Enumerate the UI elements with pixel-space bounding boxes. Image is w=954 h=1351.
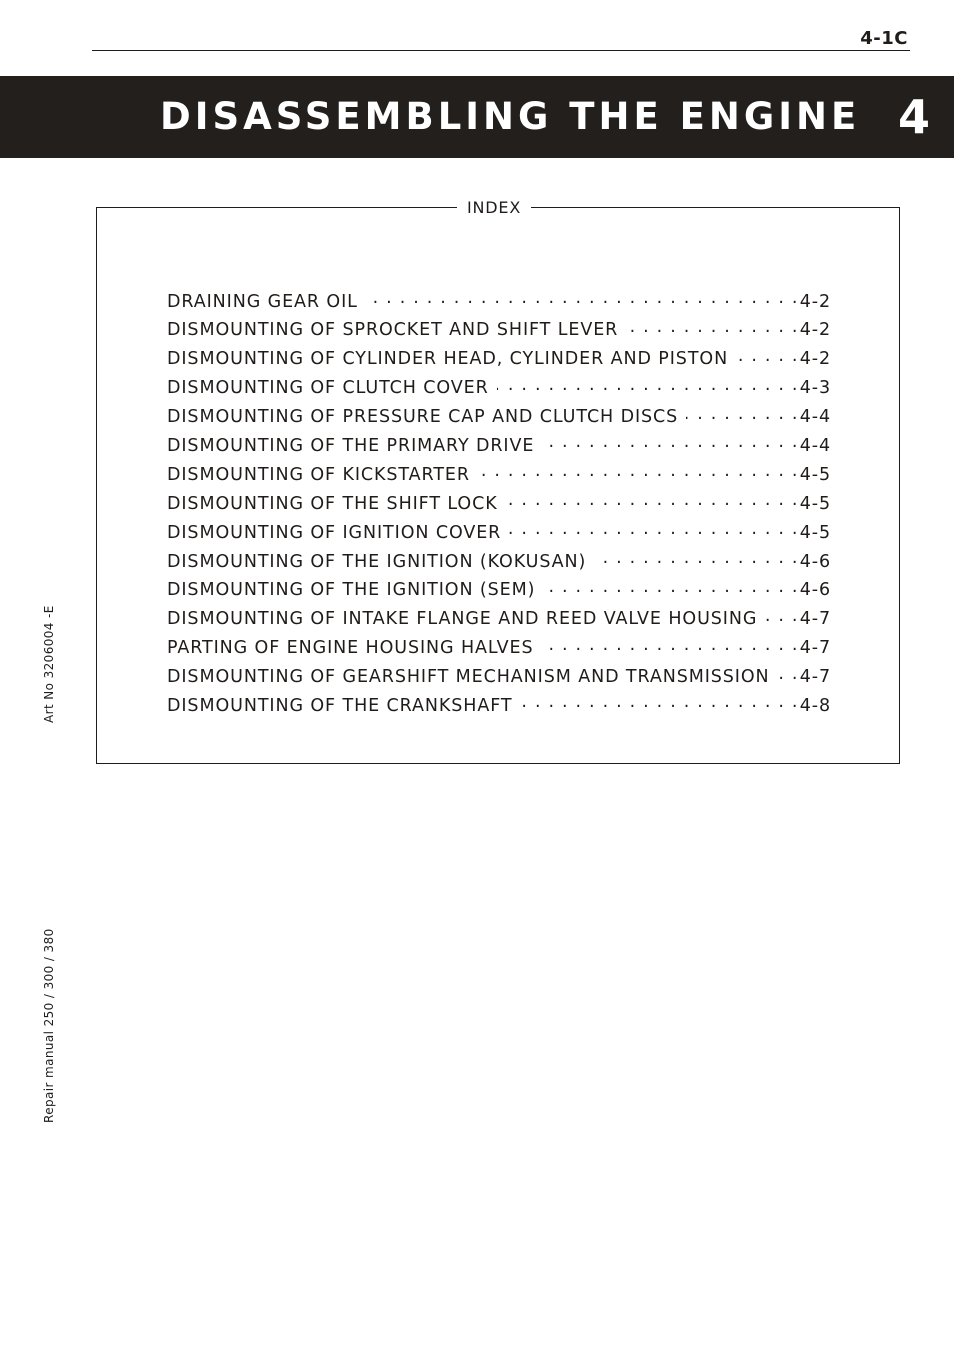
toc-entry[interactable] (167, 376, 831, 405)
toc-dot-leader (541, 636, 798, 654)
toc-entry-page: 4-4 (799, 407, 831, 428)
toc-dot-leader (509, 520, 798, 538)
toc-entry-page: 4-2 (799, 291, 831, 312)
toc-entry[interactable] (167, 578, 831, 607)
toc-entry-title: PARTING OF ENGINE HOUSING HALVES (167, 638, 534, 659)
toc-entry[interactable] (167, 289, 831, 318)
toc-entry-page: 4-4 (799, 435, 831, 456)
toc-entry-title: DRAINING GEAR OIL (167, 291, 358, 312)
table-of-contents (167, 289, 831, 722)
toc-entry-title: DISMOUNTING OF SPROCKET AND SHIFT LEVER (167, 320, 619, 341)
toc-dot-leader (520, 693, 798, 711)
toc-dot-leader (778, 665, 799, 683)
toc-entry-page: 4-8 (799, 695, 831, 716)
toc-entry[interactable] (167, 491, 831, 520)
toc-entry[interactable] (167, 347, 831, 376)
toc-entry-title: DISMOUNTING OF KICKSTARTER (167, 464, 470, 485)
toc-entry-page: 4-6 (799, 551, 831, 572)
toc-entry[interactable] (167, 636, 831, 665)
toc-entry[interactable] (167, 462, 831, 491)
article-number: Art No 3206004 -E (42, 605, 56, 723)
header-rule (92, 50, 910, 51)
toc-entry-title: DISMOUNTING OF THE IGNITION (KOKUSAN) (167, 551, 587, 572)
toc-dot-leader (478, 462, 799, 480)
toc-entry-title: DISMOUNTING OF THE SHIFT LOCK (167, 493, 498, 514)
toc-dot-leader (543, 578, 798, 596)
index-label: INDEX (457, 197, 531, 219)
toc-dot-leader (594, 549, 798, 567)
toc-entry-page: 4-7 (799, 667, 831, 688)
toc-dot-leader (686, 405, 799, 423)
toc-entry-title: DISMOUNTING OF THE IGNITION (SEM) (167, 580, 536, 601)
chapter-banner (0, 76, 954, 158)
toc-entry[interactable] (167, 318, 831, 347)
toc-entry-page: 4-2 (799, 349, 831, 370)
toc-entry-page: 4-2 (799, 320, 831, 341)
toc-dot-leader (736, 347, 799, 365)
toc-entry-page: 4-5 (799, 493, 831, 514)
toc-entry-title: DISMOUNTING OF CYLINDER HEAD, CYLINDER AND PISTON (167, 349, 729, 370)
toc-dot-leader (626, 318, 798, 336)
chapter-number: 4 (897, 90, 930, 144)
toc-dot-leader (765, 607, 798, 625)
toc-entry-title: DISMOUNTING OF PRESSURE CAP AND CLUTCH DISCS (167, 407, 679, 428)
toc-entry-title: DISMOUNTING OF THE CRANKSHAFT (167, 695, 513, 716)
toc-entry-page: 4-5 (799, 464, 831, 485)
page-number: 4-1C (860, 28, 908, 49)
toc-entry-page: 4-6 (799, 580, 831, 601)
toc-entry-page: 4-7 (799, 609, 831, 630)
toc-dot-leader (366, 289, 799, 307)
toc-entry[interactable] (167, 405, 831, 434)
toc-entry[interactable] (167, 520, 831, 549)
toc-entry[interactable] (167, 433, 831, 462)
manual-name: Repair manual 250 / 300 / 380 (42, 928, 56, 1123)
index-box (96, 198, 900, 764)
toc-entry[interactable] (167, 693, 831, 722)
toc-entry-title: DISMOUNTING OF INTAKE FLANGE AND REED VALVE HOUSING (167, 609, 758, 630)
toc-dot-leader (542, 433, 798, 451)
toc-entry[interactable] (167, 607, 831, 636)
toc-entry-page: 4-3 (799, 378, 831, 399)
toc-dot-leader (497, 376, 799, 394)
toc-entry[interactable] (167, 665, 831, 694)
toc-entry-title: DISMOUNTING OF CLUTCH COVER (167, 378, 489, 399)
toc-entry-title: DISMOUNTING OF THE PRIMARY DRIVE (167, 435, 535, 456)
toc-entry-page: 4-5 (799, 522, 831, 543)
toc-entry-title: DISMOUNTING OF IGNITION COVER (167, 522, 502, 543)
toc-entry-title: DISMOUNTING OF GEARSHIFT MECHANISM AND TRANSMISSION (167, 667, 770, 688)
chapter-title: DISASSEMBLING THE ENGINE (160, 95, 861, 138)
toc-entry-page: 4-7 (799, 638, 831, 659)
toc-dot-leader (506, 491, 799, 509)
toc-entry[interactable] (167, 549, 831, 578)
